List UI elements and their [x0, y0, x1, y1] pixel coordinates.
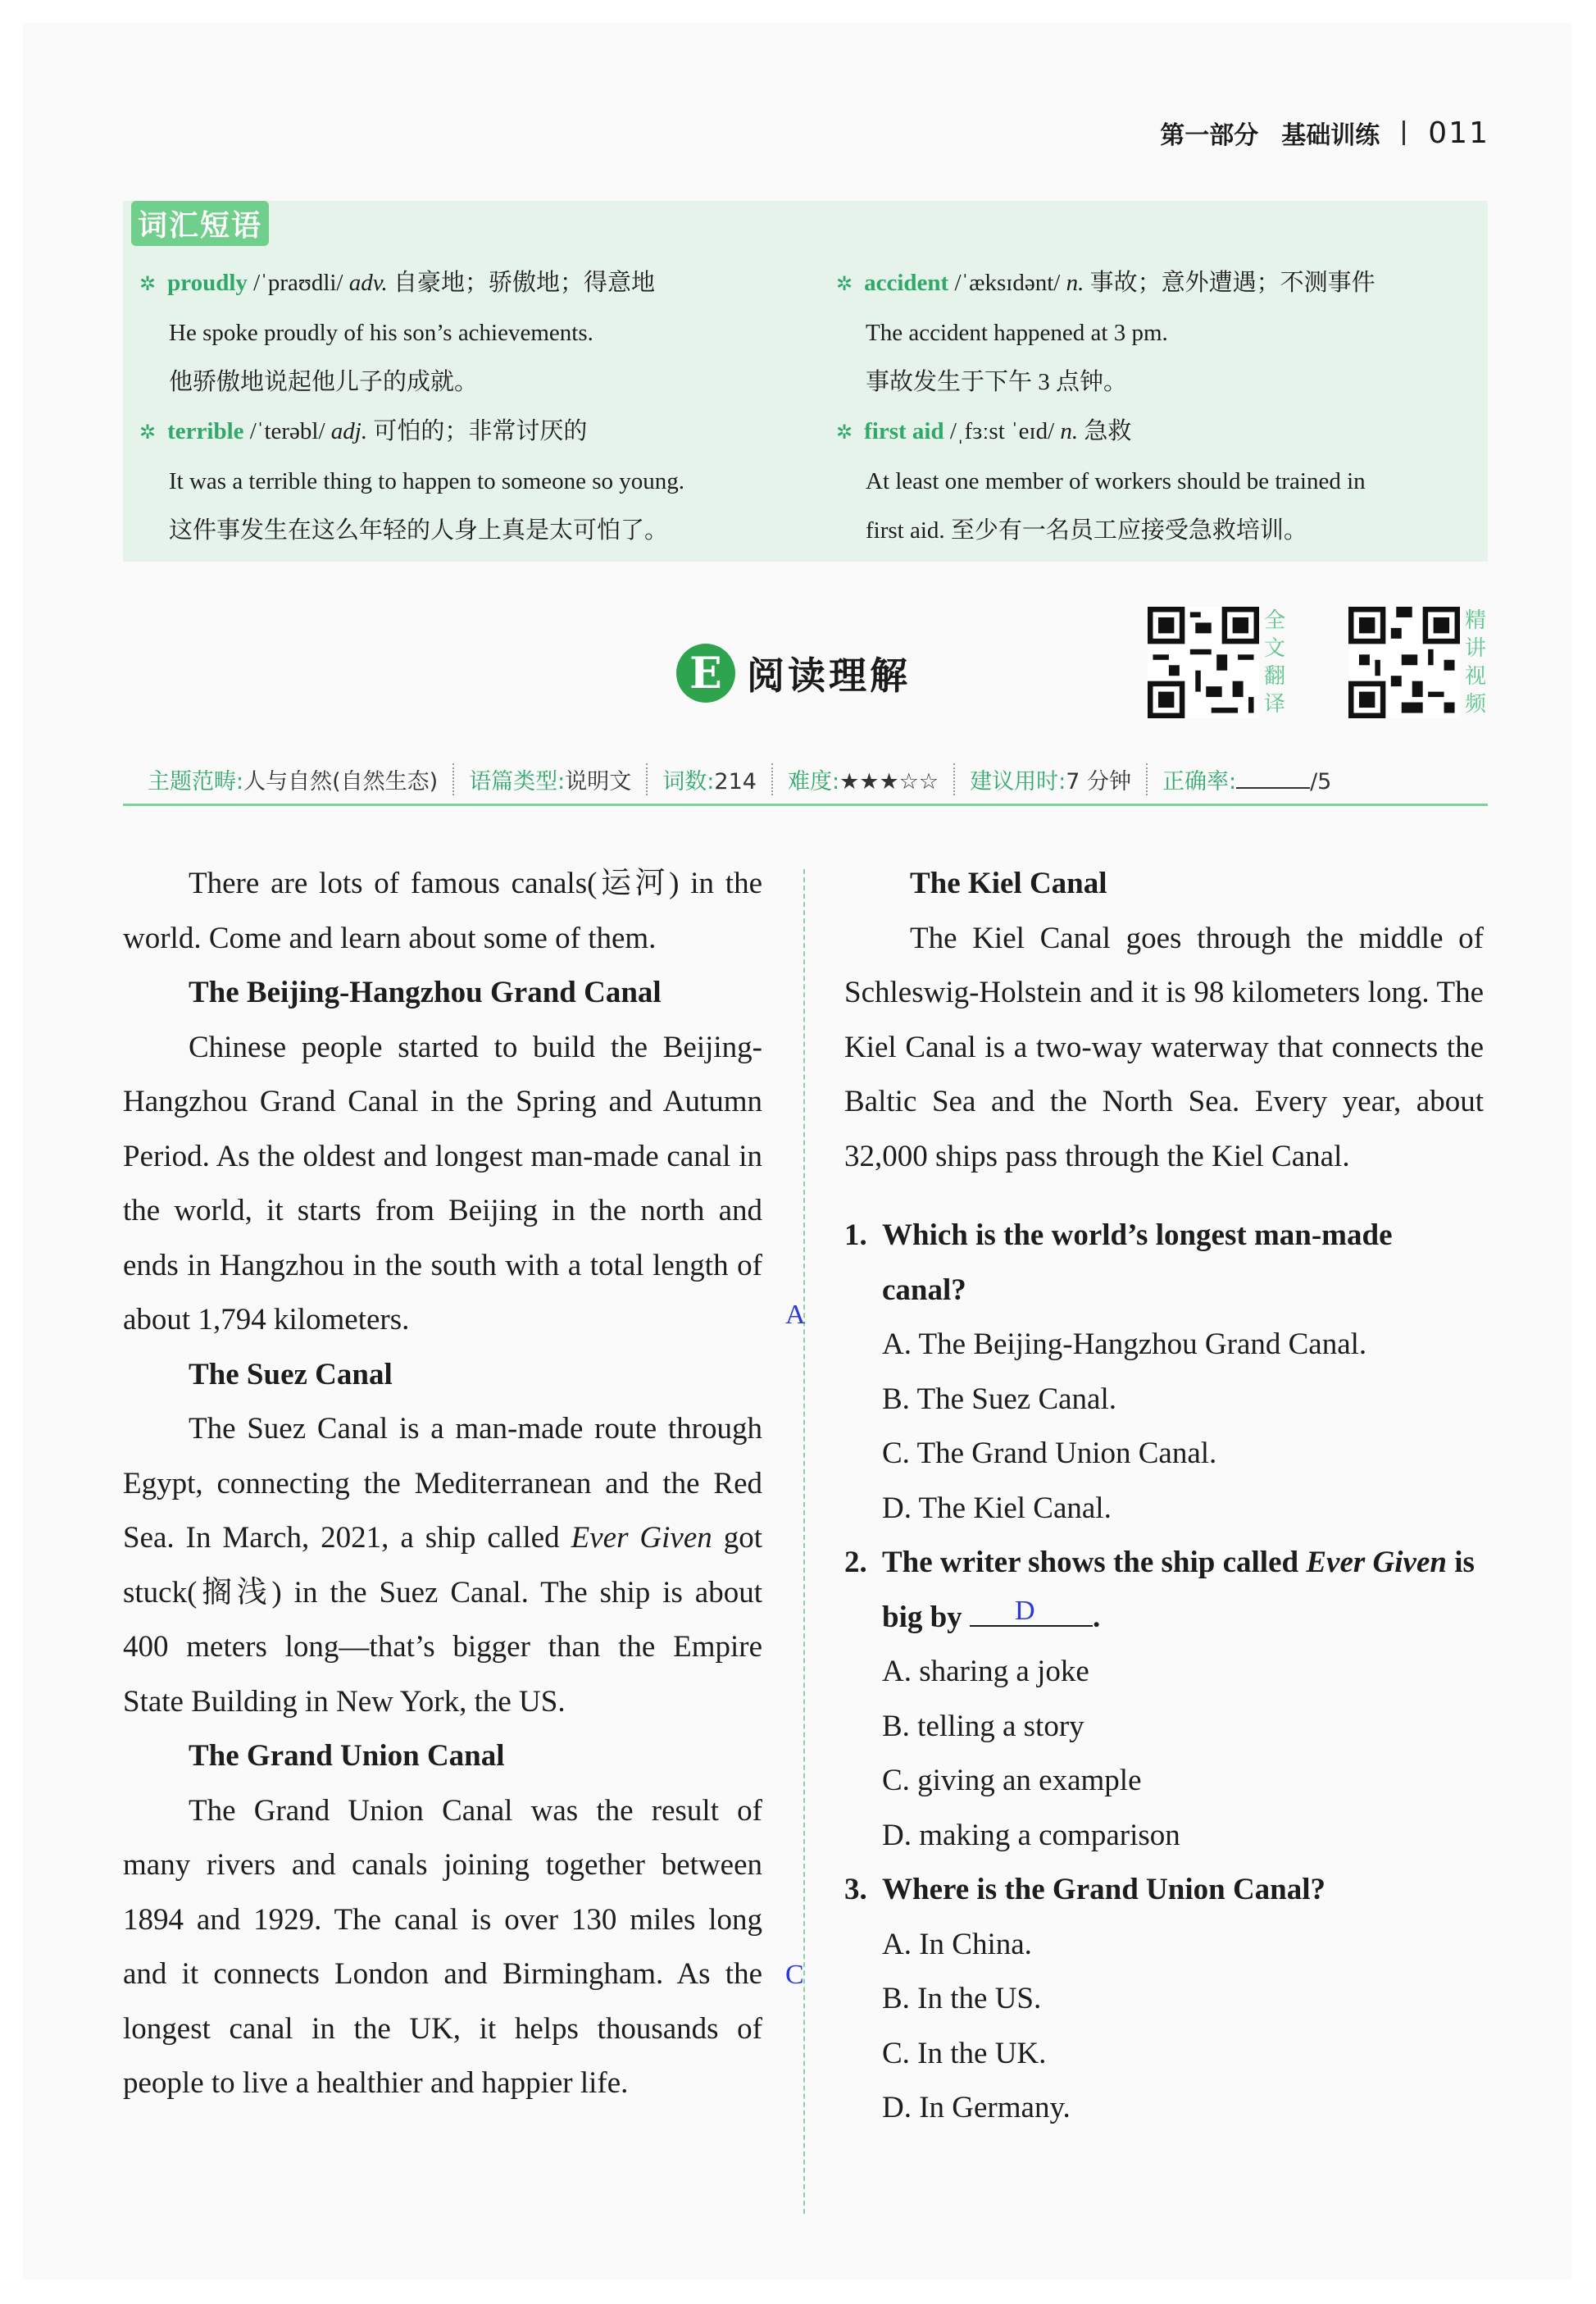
question-stem: 3. Where is the Grand Union Canal? — [844, 1873, 1326, 1906]
vocab-example-zh: 事故发生于下午 3 点钟。 — [866, 369, 1128, 395]
answer-option[interactable]: C. The Grand Union Canal. — [882, 1437, 1217, 1470]
vocab-ipa: /ˈæksɪdənt/ — [954, 270, 1061, 296]
star-icon: ✲ — [139, 421, 157, 444]
vocab-example-en: The accident happened at 3 pm. — [866, 320, 1168, 346]
vocab-ipa: /ˈpraʊdli/ — [253, 270, 343, 296]
qr-code-icon — [1148, 607, 1259, 718]
star-icon: ✲ — [836, 421, 853, 444]
answer-option[interactable]: D. making a comparison — [882, 1818, 1180, 1852]
vocab-example-en: He spoke proudly of his son’s achievements. — [169, 320, 593, 346]
question — [844, 1536, 1484, 1863]
vocab-meaning: 急救 — [1084, 418, 1132, 444]
vocab-ipa: /ˈterəbl/ — [249, 418, 325, 444]
vocab-entry — [836, 407, 1476, 555]
answer-option[interactable]: D. In Germany. — [882, 2091, 1071, 2124]
section-heading — [676, 644, 911, 703]
canal-heading: The Grand Union Canal — [189, 1739, 505, 1773]
canal-heading: The Beijing-Hangzhou Grand Canal — [189, 976, 662, 1009]
answer-option[interactable]: B. The Suez Canal. — [882, 1382, 1117, 1416]
handwritten-answer-mark: C — [785, 1960, 804, 1990]
vocab-example-zh: first aid. 至少有一名员工应接受急救培训。 — [866, 517, 1307, 544]
canal-heading: The Suez Canal — [189, 1357, 393, 1391]
vocab-entry — [139, 258, 795, 407]
vocab-word: accident — [864, 270, 949, 296]
qr-code-video[interactable] — [1348, 607, 1460, 718]
handwritten-answer: D — [1014, 1595, 1035, 1626]
section-label: 基础训练 — [1281, 121, 1380, 150]
vocab-entry — [836, 258, 1476, 407]
vocab-meaning: 事故；意外遭遇；不测事件 — [1089, 270, 1375, 296]
answer-option[interactable]: B. telling a story — [882, 1709, 1084, 1743]
canal-heading: The Kiel Canal — [910, 867, 1107, 900]
question-stem: 2. The writer shows the ship called Ever Given is big by D . — [844, 1536, 1484, 1645]
vocabulary-tag: 词汇短语 — [131, 201, 269, 246]
vocab-example-zh: 这件事发生在这么年轻的人身上真是太可怕了。 — [169, 517, 669, 544]
vocab-word: terrible — [167, 418, 244, 444]
passage-right-column — [844, 857, 1484, 2136]
vocab-ipa: /ˌfɜːst ˈeɪd/ — [949, 418, 1055, 444]
question — [844, 1863, 1484, 2136]
vocab-example-zh: 他骄傲地说起他儿子的成就。 — [169, 369, 479, 395]
vocab-pos: adj. — [330, 418, 368, 444]
passage-left-column — [123, 857, 762, 2111]
vocab-example-en: It was a terrible thing to happen to someone so young. — [169, 468, 685, 494]
question-stem: 1. Which is the world’s longest man-made canal? — [844, 1218, 1393, 1307]
passage-paragraph: The Grand Union Canal was the result of many rivers and canals joining together between 1894 and 1929. The canal is over 130 miles long and it connects London and Birmingham. As the longest canal in the UK, it helps thousands of people to live a healthier and happier life. — [123, 1793, 762, 2100]
answer-option[interactable]: C. giving an example — [882, 1764, 1142, 1797]
qr-caption-video: 精讲视频 — [1465, 608, 1487, 717]
info-difficulty: 难度:★★★☆☆ — [773, 763, 955, 795]
info-words: 词数:214 — [648, 763, 773, 795]
qr-code-translation[interactable] — [1148, 607, 1259, 718]
part-label: 第一部分 — [1160, 121, 1259, 150]
page-number: 011 — [1428, 116, 1489, 150]
vocab-meaning: 自豪地；骄傲地；得意地 — [393, 270, 655, 296]
answer-option[interactable]: A. In China. — [882, 1927, 1032, 1961]
passage-info-bar — [123, 754, 1488, 806]
star-icon: ✲ — [139, 272, 157, 295]
vocabulary-right-column — [836, 258, 1476, 555]
vocab-example-en: At least one member of workers should be trained in — [866, 468, 1366, 494]
handwritten-answer-mark: A — [785, 1300, 806, 1330]
column-divider — [803, 869, 805, 2214]
vocab-pos: n. — [1060, 418, 1079, 444]
info-type: 语篇类型:说明文 — [454, 763, 648, 795]
passage-paragraph: Chinese people started to build the Beijing-Hangzhou Grand Canal in the Spring and Autumn Period. As the oldest and longest man-made canal in the world, it starts from Beijing in the north and ends in Hangzhou in the south with a total length of about 1,794 kilometers. — [123, 1030, 762, 1336]
qr-caption-translation: 全文翻译 — [1264, 608, 1286, 717]
info-time: 建议用时:7 分钟 — [955, 763, 1148, 795]
vocab-meaning: 可怕的；非常讨厌的 — [373, 418, 588, 444]
qr-code-icon — [1348, 607, 1460, 718]
answer-option[interactable]: B. In the US. — [882, 1982, 1042, 2015]
answer-option[interactable]: A. The Beijing-Hangzhou Grand Canal. — [882, 1327, 1367, 1361]
section-letter-badge: E — [676, 644, 735, 703]
passage-intro: There are lots of famous canals(运河) in the world. Come and learn about some of them. — [123, 867, 762, 955]
vocabulary-box — [123, 201, 1488, 562]
question — [844, 1209, 1484, 1536]
info-theme: 主题范畴:人与自然(自然生态) — [123, 763, 454, 795]
vocab-entry — [139, 407, 795, 555]
vocab-pos: n. — [1066, 270, 1084, 296]
answer-option[interactable]: A. sharing a joke — [882, 1655, 1089, 1688]
header-divider — [1403, 121, 1405, 145]
vocab-word: first aid — [864, 418, 944, 444]
answer-option[interactable]: D. The Kiel Canal. — [882, 1491, 1112, 1525]
vocab-word: proudly — [167, 270, 248, 296]
vocabulary-left-column — [139, 258, 795, 555]
answer-option[interactable]: C. In the UK. — [882, 2036, 1047, 2070]
answer-blank[interactable] — [970, 1596, 1093, 1627]
accuracy-blank[interactable] — [1236, 767, 1310, 789]
running-head — [1160, 115, 1489, 151]
passage-paragraph: The Suez Canal is a man-made route through Egypt, connecting the Mediterranean and the Red Sea. In March, 2021, a ship called Ever Given got stuck(搁浅) in the Suez Canal. The ship is about 400 meters long—that’s bigger than the Empire State Building in New York, the US. — [123, 1412, 762, 1719]
info-accuracy: 正确率: /5 — [1162, 768, 1332, 795]
passage-paragraph: The Kiel Canal goes through the middle of Schleswig-Holstein and it is 98 kilometers long. The Kiel Canal is a two-way waterway that connects the Baltic Sea and the North Sea. Every year, about 32,000 ships pass through the Kiel Canal. — [844, 921, 1484, 1173]
section-title: 阅读理解 — [747, 653, 911, 698]
star-icon: ✲ — [836, 272, 853, 295]
vocab-pos: adv. — [348, 270, 388, 296]
